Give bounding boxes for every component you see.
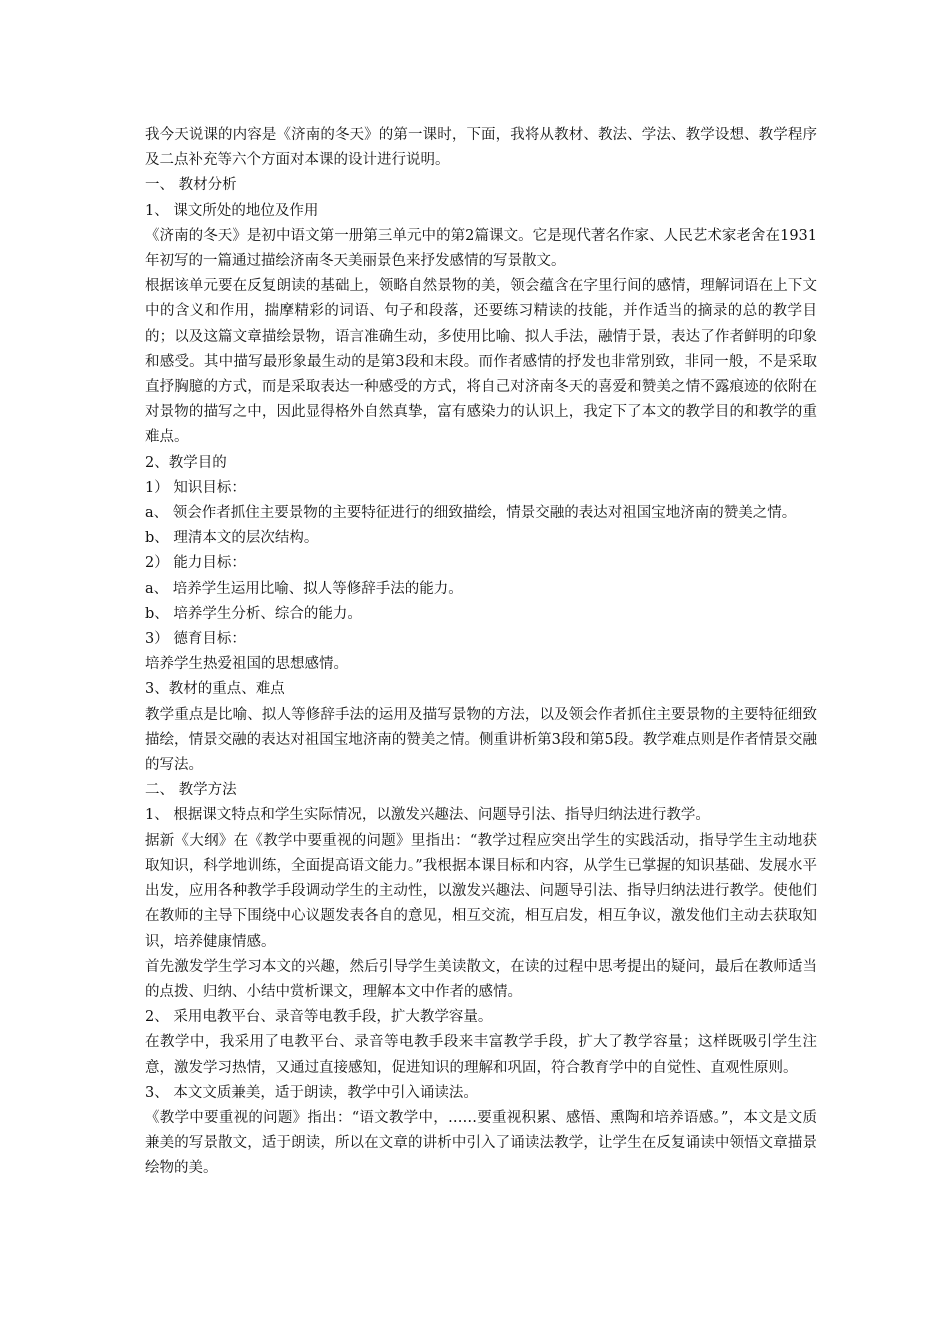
item-ability-b: b、 培养学生分析、综合的能力。 <box>145 605 362 622</box>
section-heading-textbook-analysis: 一、 教材分析 <box>145 177 237 194</box>
intro-paragraph: 我今天说课的内容是《济南的冬天》的第一课时，下面，我将从教材、教法、学法、教学设想、教学程序及二点补充等六个方面对本课的设计进行说明。 <box>145 127 817 169</box>
paragraph-key-points: 教学重点是比喻、拟人等修辞手法的运用及描写景物的方法，以及领会作者抓住主要景物的主要特征细致描绘，情景交融的表达对祖国宝地济南的赞美之情。侧重讲析第3段和第5段。教学难点则是作者情景交融的写法。 <box>145 706 817 774</box>
item-moral-content: 培养学生热爱祖国的思想感情。 <box>145 656 348 673</box>
paragraph-method-2-detail: 在教学中，我采用了电教平台、录音等电教手段来丰富教学手段，扩大了教学容量；这样既吸引学生注意，激发学习热情，又通过直接感知，促进知识的理解和巩固，符合教育学中的自觉性、直观性原则。 <box>145 1034 817 1076</box>
paragraph-method-1-steps: 首先激发学生学习本文的兴趣，然后引导学生美读散文，在读的过程中思考提出的疑问，最后在教师适当的点拨、归纳、小结中赏析课文，理解本文中作者的感情。 <box>145 958 817 1000</box>
document-body <box>145 123 817 1182</box>
item-method-1: 1、 根据课文特点和学生实际情况，以激发兴趣法、问题导引法、指导归纳法进行教学。 <box>145 807 710 824</box>
section-heading-teaching-methods: 二、 教学方法 <box>145 782 237 799</box>
item-ability-a: a、 培养学生运用比喻、拟人等修辞手法的能力。 <box>145 580 463 597</box>
item-ability-goal: 2） 能力目标： <box>145 555 246 572</box>
item-knowledge-a: a、 领会作者抓住主要景物的主要特征进行的细致描绘，情景交融的表达对祖国宝地济南的赞美之情。 <box>145 505 797 522</box>
paragraph-method-3-detail: 《教学中要重视的问题》指出：“语文教学中，……要重视积累、感悟、熏陶和培养语感。”，本文是文质兼美的写景散文，适于朗读，所以在文章的讲析中引入了诵读法教学，让学生在反复诵读中领悟文章描景绘物的美。 <box>145 1109 817 1177</box>
paragraph-unit-goals: 根据该单元要在反复朗读的基础上，领略自然景物的美，领会蕴含在字里行间的感情，理解词语在上下文中的含义和作用，揣摩精彩的词语、句子和段落，还要练习精读的技能，并作适当的摘录的总的教学目的；以及这篇文章描绘景物，语言准确生动，多使用比喻、拟人手法，融情于景，表达了作者鲜明的印象和感受。其中描写最形象最生动的是第3段和末段。而作者感情的抒发也非常别致，非同一般，不是采取直抒胸臆的方式，而是采取表达一种感受的方式，将自己对济南冬天的喜爱和赞美之情不露痕迹的依附在对景物的描写之中，因此显得格外自然真挚，富有感染力的认识上，我定下了本文的教学目的和教学的重难点。 <box>145 278 817 446</box>
item-moral-goal: 3） 德育目标： <box>145 631 246 648</box>
item-knowledge-b: b、 理清本文的层次结构。 <box>145 530 319 547</box>
subheading-key-points: 3、教材的重点、难点 <box>145 681 285 698</box>
paragraph-method-1-detail: 据新《大纲》在《教学中要重视的问题》里指出：“教学过程应突出学生的实践活动，指导学生主动地获取知识，科学地训练，全面提高语文能力。”我根据本课目标和内容，从学生已掌握的知识基础、发展水平出发，应用各种教学手段调动学生的主动性，以激发兴趣法、问题导引法、指导归纳法进行教学。使他们在教师的主导下围绕中心议题发表各自的意见，相互交流，相互启发，相互争议，激发他们主动去获取知识，培养健康情感。 <box>145 832 817 950</box>
item-method-3: 3、 本文文质兼美，适于朗读，教学中引入诵读法。 <box>145 1084 478 1101</box>
item-knowledge-goal: 1） 知识目标： <box>145 479 246 496</box>
subheading-role-of-text: 1、 课文所处的地位及作用 <box>145 202 319 219</box>
paragraph-text-position: 《济南的冬天》是初中语文第一册第三单元中的第2篇课文。它是现代著名作家、人民艺术家老舍在1931年初写的一篇通过描绘济南冬天美丽景色来抒发感情的写景散文。 <box>145 227 817 270</box>
subheading-teaching-goals: 2、教学目的 <box>145 454 227 471</box>
item-method-2: 2、 采用电教平台、录音等电教手段，扩大教学容量。 <box>145 1009 493 1026</box>
